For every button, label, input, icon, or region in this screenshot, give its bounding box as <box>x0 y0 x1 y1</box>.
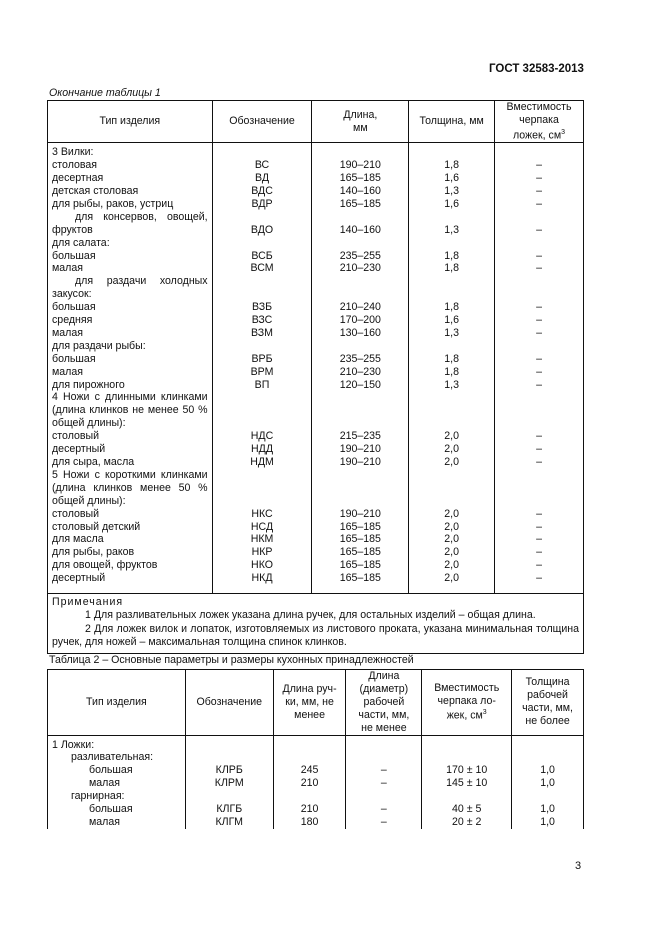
table1-header-designation: Обозначение <box>212 101 312 143</box>
table2-header-working-length: Длина (диаметр) рабочей части, мм, не менее <box>346 670 422 736</box>
table2-header-designation: Обозначение <box>185 670 273 736</box>
table-row: большая КЛГБ 210 – 40 ± 5 1,0 <box>48 803 584 816</box>
table-row: малая КЛГМ 180 – 20 ± 2 1,0 <box>48 816 584 829</box>
table-row: 5 Ножи с короткими клинками (длина клинков менее 50 % общей длины): <box>48 469 584 508</box>
table2-header-thickness: Толщина рабочей части, мм, не более <box>512 670 584 736</box>
table2-header-row <box>48 670 584 736</box>
table1 <box>47 100 584 654</box>
table-row: столовый НКС 190–210 2,0 – <box>48 508 584 521</box>
table2-header-handle-length: Длина руч- ки, мм, не менее <box>273 670 346 736</box>
table1-header-thickness: Толщина, мм <box>409 101 495 143</box>
table-row: для пирожного ВП 120–150 1,3 – <box>48 379 584 392</box>
table-row: для консервов, овощей, фруктов ВДО 140–160 1,3 – <box>48 211 584 237</box>
table-row: разливательная: <box>48 751 584 764</box>
table-row: 4 Ножи с длинными клинками (длина клинков не менее 50 % общей длины): <box>48 391 584 430</box>
table1-notes <box>48 594 584 654</box>
table-row: десертный НДД 190–210 2,0 – <box>48 443 584 456</box>
table-row: для рыбы, раков НКР 165–185 2,0 – <box>48 546 584 559</box>
document-header: ГОСТ 32583-2013 <box>489 63 584 75</box>
table1-header-type: Тип изделия <box>48 101 213 143</box>
table-row: столовый НДС 215–235 2,0 – <box>48 430 584 443</box>
page-number: 3 <box>575 860 582 872</box>
table-row: малая ВСМ 210–230 1,8 – <box>48 262 584 275</box>
table2-header-type: Тип изделия <box>48 670 186 736</box>
table-row: столовый детский НСД 165–185 2,0 – <box>48 521 584 534</box>
note-1: 1 Для разливательных ложек указана длина ручек, для остальных изделий – общая длина. <box>85 609 536 622</box>
table1-header-row <box>48 101 584 143</box>
table-row: детская столовая ВДС 140–160 1,3 – <box>48 185 584 198</box>
table-row: для сыра, масла НДМ 190–210 2,0 – <box>48 456 584 469</box>
table2 <box>47 669 584 829</box>
table-row: для масла НКМ 165–185 2,0 – <box>48 533 584 546</box>
table-row: для раздачи рыбы: <box>48 340 584 353</box>
notes-title: Примечания <box>52 596 124 609</box>
table-row: десертный НКД 165–185 2,0 – <box>48 572 584 593</box>
table1-caption: Окончание таблицы 1 <box>49 87 161 99</box>
table-row: столовая ВС 190–210 1,8 – <box>48 159 584 172</box>
note-2: 2 Для ложек вилок и лопаток, изготовляемых из листового проката, указана минимальная толщина ручек, для ножей – максимальная толщина спинок клинков. <box>52 622 579 649</box>
table1-header-capacity: Вместимость черпака ложек, $см^3$ <box>495 101 584 143</box>
table2-header-capacity: Вместимость черпака ло- жек, $см^3$ <box>422 670 512 736</box>
table-row: 3 Вилки: <box>48 143 584 159</box>
table-row: малая ВЗМ 130–160 1,3 – <box>48 327 584 340</box>
table-row: для рыбы, раков, устриц ВДР 165–185 1,6 – <box>48 198 584 211</box>
table-row: средняя ВЗС 170–200 1,6 – <box>48 314 584 327</box>
table1-header-length: Длина, мм <box>312 101 409 143</box>
table-row: большая ВЗБ 210–240 1,8 – <box>48 301 584 314</box>
table-row: большая ВСБ 235–255 1,8 – <box>48 250 584 263</box>
table-row: для салата: <box>48 237 584 250</box>
table2-caption: Таблица 2 – Основные параметры и размеры кухонных принадлежностей <box>49 654 414 666</box>
table-row: 1 Ложки: <box>48 735 584 751</box>
table-row: гарнирная: <box>48 790 584 803</box>
table-row: малая КЛРМ 210 – 145 ± 10 1,0 <box>48 777 584 790</box>
table-row: для раздачи холодных закусок: <box>48 275 584 301</box>
table1-notes-row <box>48 594 584 654</box>
table-row: для овощей, фруктов НКО 165–185 2,0 – <box>48 559 584 572</box>
table-row: большая ВРБ 235–255 1,8 – <box>48 353 584 366</box>
table-row: малая ВРМ 210–230 1,8 – <box>48 366 584 379</box>
table-row: большая КЛРБ 245 – 170 ± 10 1,0 <box>48 764 584 777</box>
table-row: десертная ВД 165–185 1,6 – <box>48 172 584 185</box>
